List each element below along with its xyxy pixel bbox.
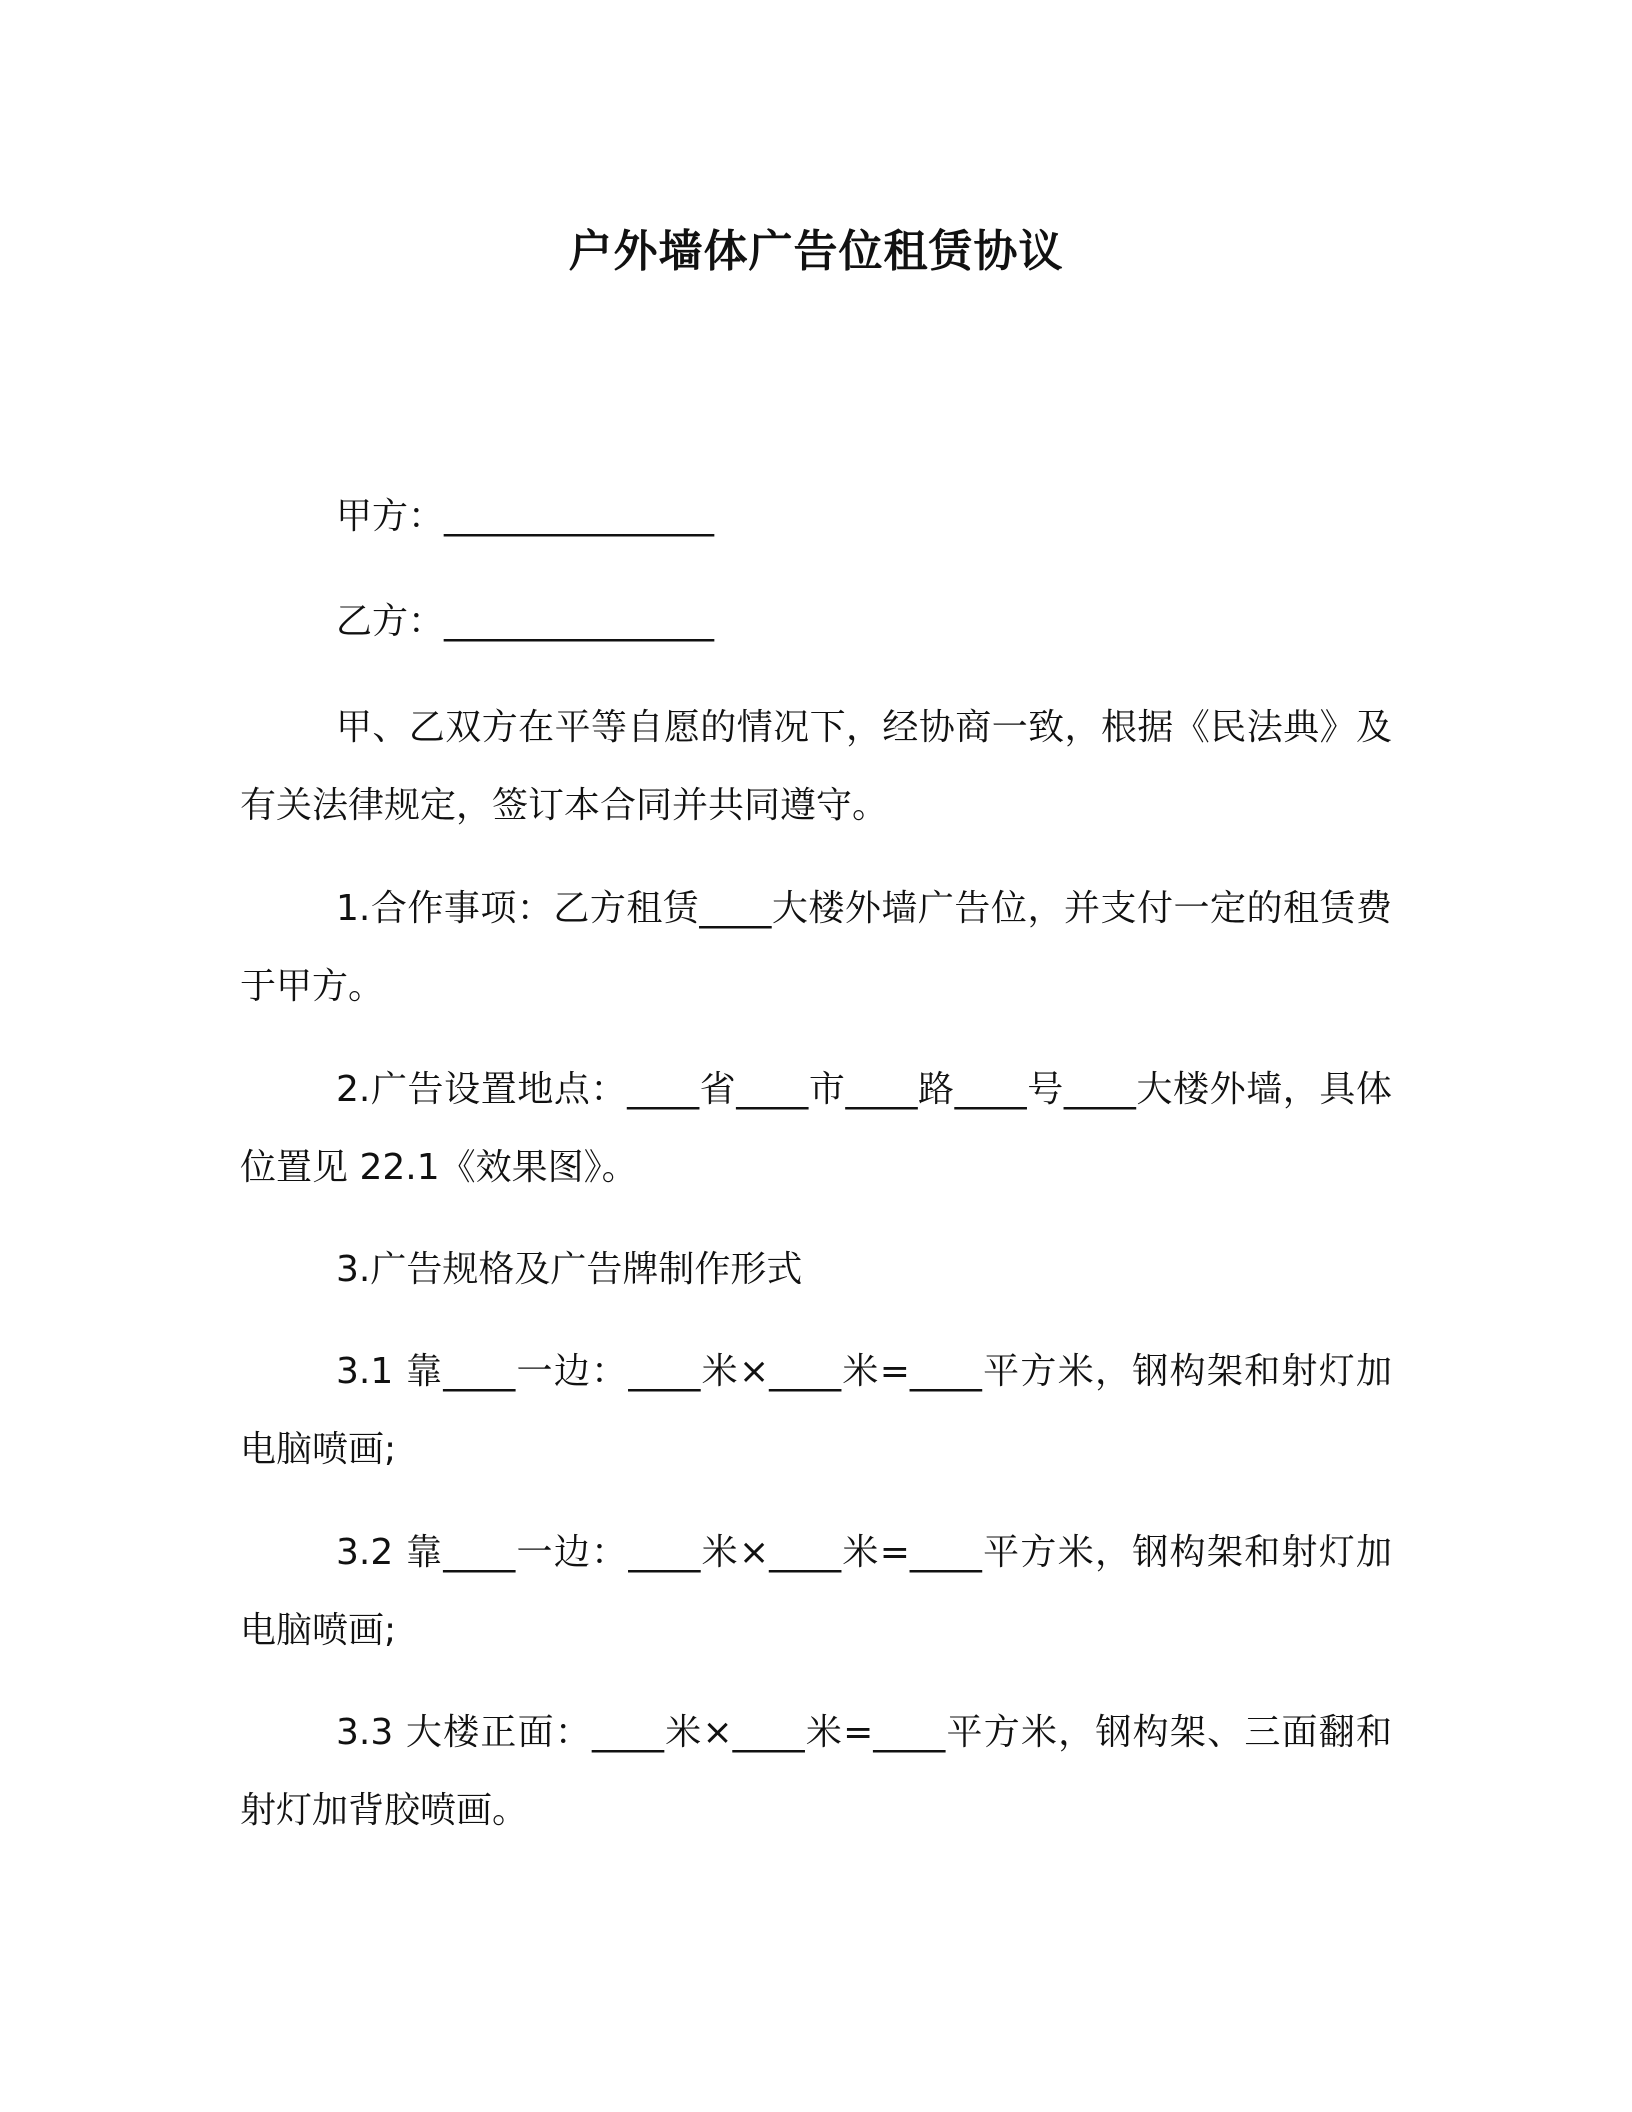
clause-3-1-paragraph: 3.1 靠____一边：____米×____米=____平方米，钢构架和射灯加电脑喷画; — [240, 1351, 1392, 1470]
document-title: 户外墙体广告位租赁协议 — [568, 226, 1064, 277]
clause-3-heading: 3.广告规格及广告牌制作形式 — [336, 1249, 803, 1290]
party-a-line: 甲方：_______________ — [336, 496, 715, 537]
clause-2-paragraph: 2.广告设置地点：____省____市____路____号____大楼外墙，具体位置见 22.1《效果图》。 — [240, 1069, 1392, 1188]
party-b-line: 乙方：_______________ — [336, 601, 715, 642]
clause-1-paragraph: 1.合作事项：乙方租赁____大楼外墙广告位，并支付一定的租赁费于甲方。 — [240, 888, 1392, 1007]
clause-3-3-paragraph: 3.3 大楼正面：____米×____米=____平方米，钢构架、三面翻和射灯加背胶喷画。 — [240, 1712, 1392, 1831]
preamble-paragraph: 甲、乙双方在平等自愿的情况下，经协商一致，根据《民法典》及有关法律规定，签订本合同并共同遵守。 — [240, 707, 1392, 826]
clause-3-2-paragraph: 3.2 靠____一边：____米×____米=____平方米，钢构架和射灯加电脑喷画; — [240, 1532, 1392, 1651]
